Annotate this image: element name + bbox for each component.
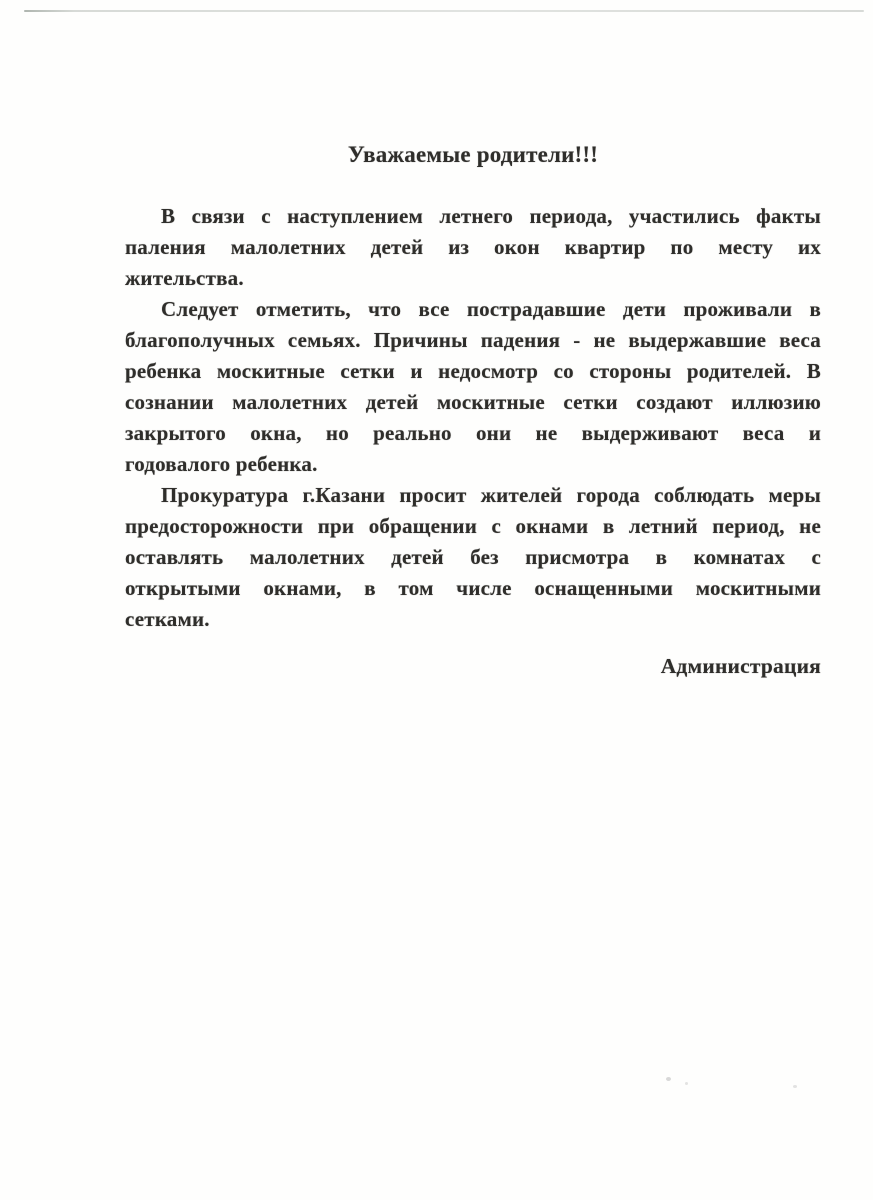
text-line: Следует отметить, что все пострадавшие дети проживали в <box>161 297 821 321</box>
scan-speck <box>666 1077 671 1081</box>
text-line: сетками. <box>125 607 210 631</box>
text-line: В связи с наступлением летнего периода, участились факты <box>161 204 821 228</box>
scan-speck <box>793 1085 797 1088</box>
text-line: Прокуратура г.Казани просит жителей города соблюдать меры <box>161 483 821 507</box>
text-line: благополучных семьях. Причины падения - не выдержавшие веса <box>125 328 821 352</box>
scan-speck <box>685 1082 688 1085</box>
text-line: паления малолетних детей из окон квартир по месту их <box>125 235 821 259</box>
text-line: ребенка москитные сетки и недосмотр со стороны родителей. В <box>125 359 821 383</box>
text-line: оставлять малолетних детей без присмотра в комнатах с <box>125 545 821 569</box>
document-body <box>125 141 821 680</box>
signature-administration: Администрация <box>660 654 821 678</box>
text-line: закрытого окна, но реально они не выдерживают веса и <box>125 421 821 445</box>
text-line: сознании малолетних детей москитные сетки создают иллюзию <box>125 390 821 414</box>
document-title: Уважаемые родители!!! <box>347 142 599 167</box>
text-line: открытыми окнами, в том числе оснащенными москитными <box>125 576 821 600</box>
text-line: жительства. <box>125 266 244 290</box>
paragraph-1 <box>125 201 821 294</box>
text-line: предосторожности при обращении с окнами в летний период, не <box>125 514 821 538</box>
scanner-artifact-line <box>24 10 864 12</box>
text-line: годовалого ребенка. <box>125 452 318 476</box>
paragraph-3 <box>125 480 821 635</box>
paragraph-2 <box>125 294 821 480</box>
